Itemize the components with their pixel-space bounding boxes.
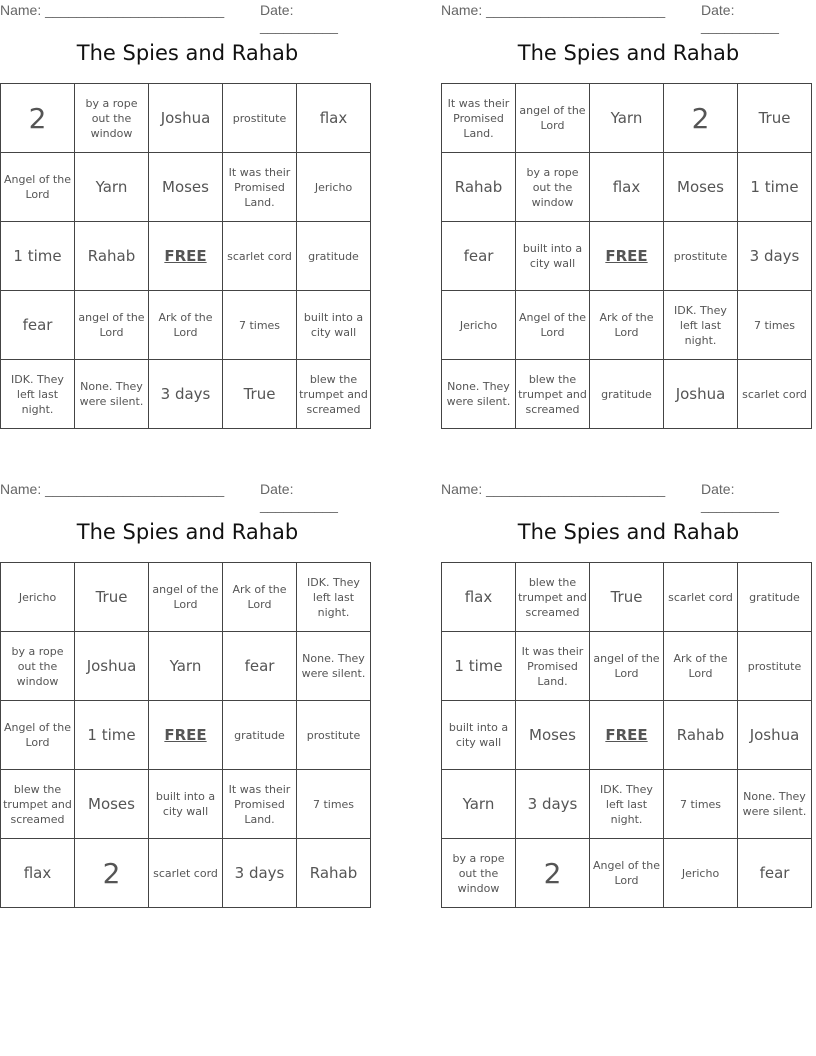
- bingo-row: [1, 632, 371, 701]
- bingo-cell-2: 2: [1, 84, 75, 153]
- bingo-cell-built-into-a-city-wall: built into a city wall: [149, 770, 223, 839]
- bingo-cell-jericho: Jericho: [664, 839, 738, 908]
- bingo-cell-it-was-their-promised-land: It was their Promised Land.: [223, 153, 297, 222]
- bingo-cell-rahab: Rahab: [297, 839, 371, 908]
- bingo-cell-fear: fear: [738, 839, 812, 908]
- bingo-cell-jericho: Jericho: [442, 291, 516, 360]
- card-title: The Spies and Rahab: [76, 41, 299, 65]
- bingo-cell-by-a-rope-out-the-window: by a rope out the window: [75, 84, 149, 153]
- name-field-label: Name: _______________________: [0, 2, 225, 18]
- bingo-cell-2: 2: [75, 839, 149, 908]
- bingo-card-3: [0, 479, 375, 919]
- free-space-cell: FREE: [149, 222, 223, 291]
- bingo-grid: [0, 83, 371, 429]
- bingo-cell-jericho: Jericho: [1, 563, 75, 632]
- bingo-cell-flax: flax: [297, 84, 371, 153]
- card-header: [0, 481, 375, 513]
- bingo-row: [1, 701, 371, 770]
- bingo-cell-true: True: [738, 84, 812, 153]
- bingo-cell-joshua: Joshua: [664, 360, 738, 429]
- bingo-row: [1, 291, 371, 360]
- date-field-label: Date: __________: [260, 2, 338, 34]
- bingo-cell-scarlet-cord: scarlet cord: [223, 222, 297, 291]
- bingo-cell-yarn: Yarn: [442, 770, 516, 839]
- bingo-grid: [441, 83, 812, 429]
- bingo-cell-by-a-rope-out-the-window: by a rope out the window: [442, 839, 516, 908]
- bingo-cell-idk-they-left-last-night: IDK. They left last night.: [297, 563, 371, 632]
- bingo-row: [442, 839, 812, 908]
- card-title: The Spies and Rahab: [517, 41, 740, 65]
- bingo-grid: [441, 562, 812, 908]
- bingo-cell-7-times: 7 times: [297, 770, 371, 839]
- bingo-cell-prostitute: prostitute: [223, 84, 297, 153]
- free-space-cell: FREE: [149, 701, 223, 770]
- bingo-row: [442, 84, 812, 153]
- bingo-cell-moses: Moses: [75, 770, 149, 839]
- bingo-cell-moses: Moses: [516, 701, 590, 770]
- bingo-card-1: [0, 0, 375, 440]
- bingo-cell-flax: flax: [442, 563, 516, 632]
- bingo-cell-none-they-were-silent: None. They were silent.: [738, 770, 812, 839]
- bingo-cell-angel-of-the-lord: angel of the Lord: [516, 84, 590, 153]
- bingo-cell-moses: Moses: [664, 153, 738, 222]
- bingo-cell-rahab: Rahab: [75, 222, 149, 291]
- bingo-cell-7-times: 7 times: [223, 291, 297, 360]
- bingo-cell-3-days: 3 days: [516, 770, 590, 839]
- bingo-cell-built-into-a-city-wall: built into a city wall: [516, 222, 590, 291]
- bingo-cell-prostitute: prostitute: [664, 222, 738, 291]
- name-field-label: Name: _______________________: [0, 481, 225, 497]
- bingo-cell-built-into-a-city-wall: built into a city wall: [442, 701, 516, 770]
- bingo-cell-true: True: [223, 360, 297, 429]
- bingo-cell-none-they-were-silent: None. They were silent.: [297, 632, 371, 701]
- bingo-row: [442, 153, 812, 222]
- bingo-cell-blew-the-trumpet-and-screamed: blew the trumpet and screamed: [297, 360, 371, 429]
- bingo-cell-true: True: [75, 563, 149, 632]
- name-field-label: Name: _______________________: [441, 2, 666, 18]
- bingo-row: [1, 222, 371, 291]
- bingo-cell-gratitude: gratitude: [297, 222, 371, 291]
- bingo-cell-joshua: Joshua: [75, 632, 149, 701]
- bingo-cell-flax: flax: [590, 153, 664, 222]
- bingo-cell-joshua: Joshua: [149, 84, 223, 153]
- bingo-row: [442, 770, 812, 839]
- bingo-cell-idk-they-left-last-night: IDK. They left last night.: [664, 291, 738, 360]
- bingo-cell-flax: flax: [1, 839, 75, 908]
- free-space-cell: FREE: [590, 222, 664, 291]
- bingo-cell-yarn: Yarn: [75, 153, 149, 222]
- bingo-cell-angel-of-the-lord: Angel of the Lord: [1, 153, 75, 222]
- bingo-cell-3-days: 3 days: [223, 839, 297, 908]
- bingo-cell-moses: Moses: [149, 153, 223, 222]
- bingo-cell-3-days: 3 days: [149, 360, 223, 429]
- bingo-cell-scarlet-cord: scarlet cord: [738, 360, 812, 429]
- bingo-cell-angel-of-the-lord: Angel of the Lord: [516, 291, 590, 360]
- bingo-cell-gratitude: gratitude: [738, 563, 812, 632]
- bingo-row: [442, 222, 812, 291]
- bingo-cell-1-time: 1 time: [442, 632, 516, 701]
- bingo-cell-blew-the-trumpet-and-screamed: blew the trumpet and screamed: [516, 563, 590, 632]
- bingo-cell-angel-of-the-lord: Angel of the Lord: [590, 839, 664, 908]
- bingo-cell-gratitude: gratitude: [590, 360, 664, 429]
- bingo-row: [442, 632, 812, 701]
- name-field-label: Name: _______________________: [441, 481, 666, 497]
- bingo-row: [442, 360, 812, 429]
- bingo-row: [442, 291, 812, 360]
- bingo-cell-prostitute: prostitute: [738, 632, 812, 701]
- bingo-cell-fear: fear: [442, 222, 516, 291]
- bingo-cell-7-times: 7 times: [664, 770, 738, 839]
- bingo-cell-it-was-their-promised-land: It was their Promised Land.: [442, 84, 516, 153]
- bingo-cell-scarlet-cord: scarlet cord: [149, 839, 223, 908]
- bingo-cell-3-days: 3 days: [738, 222, 812, 291]
- card-title: The Spies and Rahab: [76, 520, 299, 544]
- bingo-cell-angel-of-the-lord: Angel of the Lord: [1, 701, 75, 770]
- bingo-cell-prostitute: prostitute: [297, 701, 371, 770]
- bingo-row: [1, 563, 371, 632]
- bingo-cell-ark-of-the-lord: Ark of the Lord: [664, 632, 738, 701]
- bingo-cell-2: 2: [516, 839, 590, 908]
- bingo-card-2: [441, 0, 816, 440]
- bingo-cell-ark-of-the-lord: Ark of the Lord: [149, 291, 223, 360]
- card-title: The Spies and Rahab: [517, 520, 740, 544]
- bingo-cell-fear: fear: [223, 632, 297, 701]
- bingo-cell-ark-of-the-lord: Ark of the Lord: [590, 291, 664, 360]
- bingo-cell-yarn: Yarn: [590, 84, 664, 153]
- bingo-cell-by-a-rope-out-the-window: by a rope out the window: [1, 632, 75, 701]
- bingo-cell-blew-the-trumpet-and-screamed: blew the trumpet and screamed: [516, 360, 590, 429]
- bingo-cell-none-they-were-silent: None. They were silent.: [75, 360, 149, 429]
- bingo-cell-scarlet-cord: scarlet cord: [664, 563, 738, 632]
- bingo-cell-gratitude: gratitude: [223, 701, 297, 770]
- bingo-row: [1, 84, 371, 153]
- bingo-grid: [0, 562, 371, 908]
- bingo-cell-it-was-their-promised-land: It was their Promised Land.: [516, 632, 590, 701]
- bingo-row: [442, 563, 812, 632]
- bingo-cell-1-time: 1 time: [1, 222, 75, 291]
- bingo-cell-it-was-their-promised-land: It was their Promised Land.: [223, 770, 297, 839]
- bingo-cell-rahab: Rahab: [664, 701, 738, 770]
- bingo-row: [1, 770, 371, 839]
- bingo-cell-none-they-were-silent: None. They were silent.: [442, 360, 516, 429]
- bingo-cell-blew-the-trumpet-and-screamed: blew the trumpet and screamed: [1, 770, 75, 839]
- bingo-cell-fear: fear: [1, 291, 75, 360]
- bingo-cell-idk-they-left-last-night: IDK. They left last night.: [590, 770, 664, 839]
- free-space-cell: FREE: [590, 701, 664, 770]
- bingo-cell-angel-of-the-lord: angel of the Lord: [149, 563, 223, 632]
- date-field-label: Date: __________: [701, 2, 779, 34]
- bingo-cell-7-times: 7 times: [738, 291, 812, 360]
- bingo-cell-ark-of-the-lord: Ark of the Lord: [223, 563, 297, 632]
- bingo-row: [1, 153, 371, 222]
- bingo-cell-yarn: Yarn: [149, 632, 223, 701]
- bingo-cell-by-a-rope-out-the-window: by a rope out the window: [516, 153, 590, 222]
- card-header: [0, 2, 375, 34]
- bingo-cell-jericho: Jericho: [297, 153, 371, 222]
- bingo-cell-rahab: Rahab: [442, 153, 516, 222]
- bingo-row: [1, 839, 371, 908]
- bingo-cell-joshua: Joshua: [738, 701, 812, 770]
- card-header: [441, 2, 816, 34]
- bingo-cell-1-time: 1 time: [75, 701, 149, 770]
- bingo-row: [1, 360, 371, 429]
- bingo-cell-2: 2: [664, 84, 738, 153]
- bingo-row: [442, 701, 812, 770]
- bingo-card-4: [441, 479, 816, 919]
- bingo-cell-angel-of-the-lord: angel of the Lord: [75, 291, 149, 360]
- date-field-label: Date: __________: [260, 481, 338, 513]
- bingo-cell-1-time: 1 time: [738, 153, 812, 222]
- card-header: [441, 481, 816, 513]
- bingo-cell-true: True: [590, 563, 664, 632]
- bingo-cell-angel-of-the-lord: angel of the Lord: [590, 632, 664, 701]
- bingo-cell-built-into-a-city-wall: built into a city wall: [297, 291, 371, 360]
- bingo-cell-idk-they-left-last-night: IDK. They left last night.: [1, 360, 75, 429]
- date-field-label: Date: __________: [701, 481, 779, 513]
